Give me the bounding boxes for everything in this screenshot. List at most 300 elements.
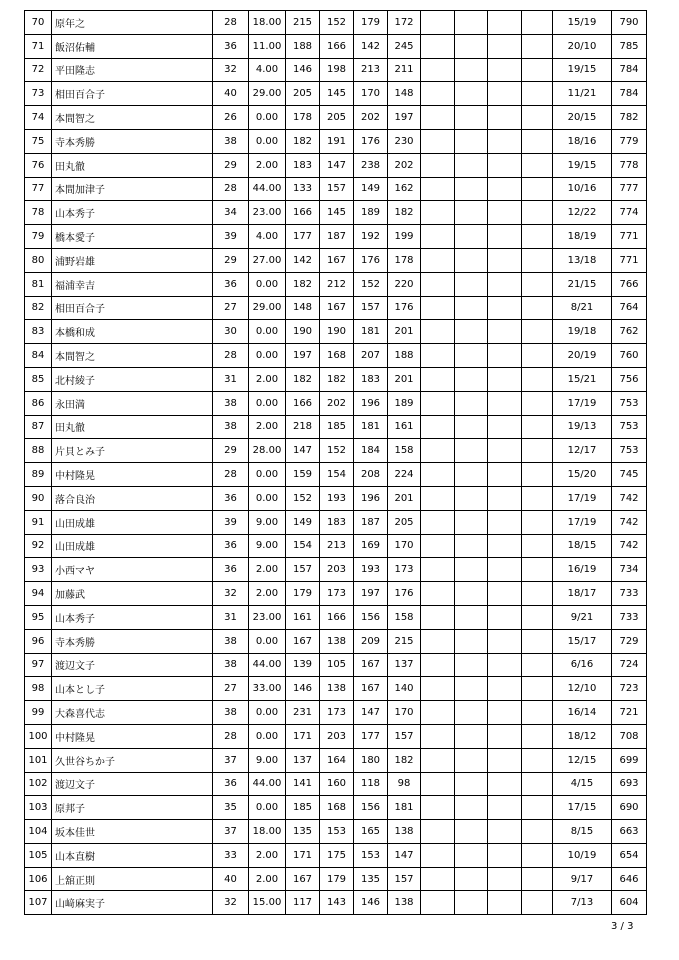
rank-cell: 76 xyxy=(25,153,52,177)
handicap-cell: 44.00 xyxy=(249,772,286,796)
empty-cell xyxy=(522,415,553,439)
rank-cell: 72 xyxy=(25,58,52,82)
game-3-cell: 165 xyxy=(354,820,388,844)
age-cell: 36 xyxy=(213,534,249,558)
empty-cell xyxy=(455,772,488,796)
game-3-cell: 183 xyxy=(354,367,388,391)
name-cell: 橋本愛子 xyxy=(52,225,213,249)
age-cell: 38 xyxy=(213,129,249,153)
empty-cell xyxy=(455,367,488,391)
high-score-cell: 12/17 xyxy=(553,439,612,463)
empty-cell xyxy=(522,11,553,35)
game-2-cell: 145 xyxy=(320,82,354,106)
name-cell: 北村綾子 xyxy=(52,367,213,391)
high-score-cell: 10/16 xyxy=(553,177,612,201)
name-cell: 片貝とみ子 xyxy=(52,439,213,463)
name-cell: 相田百合子 xyxy=(52,296,213,320)
empty-cell xyxy=(421,582,455,606)
empty-cell xyxy=(421,748,455,772)
handicap-cell: 0.00 xyxy=(249,106,286,130)
game-4-cell: 188 xyxy=(388,344,421,368)
table-row xyxy=(25,867,647,891)
game-4-cell: 211 xyxy=(388,58,421,82)
game-4-cell: 158 xyxy=(388,439,421,463)
rank-cell: 74 xyxy=(25,106,52,130)
empty-cell xyxy=(522,106,553,130)
handicap-cell: 11.00 xyxy=(249,34,286,58)
game-2-cell: 138 xyxy=(320,677,354,701)
empty-cell xyxy=(522,248,553,272)
game-3-cell: 189 xyxy=(354,201,388,225)
name-cell: 久世谷ちか子 xyxy=(52,748,213,772)
game-3-cell: 152 xyxy=(354,272,388,296)
game-1-cell: 141 xyxy=(286,772,320,796)
age-cell: 28 xyxy=(213,344,249,368)
game-2-cell: 152 xyxy=(320,11,354,35)
game-4-cell: 170 xyxy=(388,701,421,725)
handicap-cell: 23.00 xyxy=(249,605,286,629)
rank-cell: 105 xyxy=(25,843,52,867)
game-4-cell: 181 xyxy=(388,796,421,820)
rank-cell: 84 xyxy=(25,344,52,368)
empty-cell xyxy=(488,772,522,796)
empty-cell xyxy=(522,367,553,391)
empty-cell xyxy=(522,344,553,368)
empty-cell xyxy=(455,201,488,225)
total-cell: 699 xyxy=(612,748,647,772)
age-cell: 31 xyxy=(213,605,249,629)
age-cell: 40 xyxy=(213,82,249,106)
empty-cell xyxy=(421,225,455,249)
high-score-cell: 8/15 xyxy=(553,820,612,844)
table-row xyxy=(25,320,647,344)
handicap-cell: 44.00 xyxy=(249,177,286,201)
empty-cell xyxy=(488,629,522,653)
empty-cell xyxy=(421,248,455,272)
handicap-cell: 0.00 xyxy=(249,272,286,296)
game-3-cell: 149 xyxy=(354,177,388,201)
total-cell: 654 xyxy=(612,843,647,867)
age-cell: 28 xyxy=(213,177,249,201)
handicap-cell: 2.00 xyxy=(249,415,286,439)
empty-cell xyxy=(522,843,553,867)
rank-cell: 102 xyxy=(25,772,52,796)
empty-cell xyxy=(488,11,522,35)
empty-cell xyxy=(488,201,522,225)
game-3-cell: 193 xyxy=(354,558,388,582)
age-cell: 26 xyxy=(213,106,249,130)
high-score-cell: 8/21 xyxy=(553,296,612,320)
table-row xyxy=(25,653,647,677)
empty-cell xyxy=(488,653,522,677)
handicap-cell: 0.00 xyxy=(249,463,286,487)
name-cell: 中村隆晃 xyxy=(52,724,213,748)
name-cell: 中村隆晃 xyxy=(52,463,213,487)
name-cell: 田丸徹 xyxy=(52,415,213,439)
game-4-cell: 138 xyxy=(388,820,421,844)
total-cell: 774 xyxy=(612,201,647,225)
name-cell: 山田成雄 xyxy=(52,510,213,534)
game-2-cell: 198 xyxy=(320,58,354,82)
empty-cell xyxy=(488,558,522,582)
name-cell: 本間智之 xyxy=(52,106,213,130)
table-row xyxy=(25,415,647,439)
high-score-cell: 18/17 xyxy=(553,582,612,606)
empty-cell xyxy=(455,748,488,772)
game-3-cell: 156 xyxy=(354,796,388,820)
game-4-cell: 201 xyxy=(388,320,421,344)
total-cell: 762 xyxy=(612,320,647,344)
empty-cell xyxy=(455,225,488,249)
total-cell: 790 xyxy=(612,11,647,35)
handicap-cell: 4.00 xyxy=(249,225,286,249)
empty-cell xyxy=(522,391,553,415)
game-2-cell: 190 xyxy=(320,320,354,344)
empty-cell xyxy=(421,391,455,415)
game-2-cell: 187 xyxy=(320,225,354,249)
high-score-cell: 12/15 xyxy=(553,748,612,772)
game-4-cell: 189 xyxy=(388,391,421,415)
empty-cell xyxy=(522,772,553,796)
age-cell: 39 xyxy=(213,510,249,534)
game-2-cell: 143 xyxy=(320,891,354,915)
empty-cell xyxy=(488,867,522,891)
page-number: 3 / 3 xyxy=(611,921,634,932)
game-1-cell: 148 xyxy=(286,296,320,320)
handicap-cell: 15.00 xyxy=(249,891,286,915)
table-row xyxy=(25,225,647,249)
high-score-cell: 18/15 xyxy=(553,534,612,558)
game-3-cell: 177 xyxy=(354,724,388,748)
game-1-cell: 146 xyxy=(286,677,320,701)
empty-cell xyxy=(455,82,488,106)
name-cell: 山田成雄 xyxy=(52,534,213,558)
game-1-cell: 171 xyxy=(286,724,320,748)
high-score-cell: 15/19 xyxy=(553,11,612,35)
game-1-cell: 167 xyxy=(286,629,320,653)
high-score-cell: 15/17 xyxy=(553,629,612,653)
game-1-cell: 177 xyxy=(286,225,320,249)
empty-cell xyxy=(522,82,553,106)
rank-cell: 77 xyxy=(25,177,52,201)
empty-cell xyxy=(522,439,553,463)
empty-cell xyxy=(488,272,522,296)
empty-cell xyxy=(488,367,522,391)
empty-cell xyxy=(421,653,455,677)
total-cell: 729 xyxy=(612,629,647,653)
game-1-cell: 185 xyxy=(286,796,320,820)
empty-cell xyxy=(455,486,488,510)
game-2-cell: 173 xyxy=(320,701,354,725)
empty-cell xyxy=(488,248,522,272)
game-4-cell: 182 xyxy=(388,748,421,772)
rank-cell: 79 xyxy=(25,225,52,249)
game-3-cell: 180 xyxy=(354,748,388,772)
game-1-cell: 179 xyxy=(286,582,320,606)
age-cell: 36 xyxy=(213,272,249,296)
empty-cell xyxy=(421,820,455,844)
game-3-cell: 157 xyxy=(354,296,388,320)
game-1-cell: 139 xyxy=(286,653,320,677)
empty-cell xyxy=(522,701,553,725)
empty-cell xyxy=(455,177,488,201)
empty-cell xyxy=(421,772,455,796)
handicap-cell: 18.00 xyxy=(249,11,286,35)
total-cell: 784 xyxy=(612,58,647,82)
age-cell: 40 xyxy=(213,867,249,891)
empty-cell xyxy=(455,272,488,296)
table-row xyxy=(25,58,647,82)
name-cell: 本橋和成 xyxy=(52,320,213,344)
table-row xyxy=(25,82,647,106)
rank-cell: 106 xyxy=(25,867,52,891)
table-row xyxy=(25,367,647,391)
name-cell: 原邦子 xyxy=(52,796,213,820)
high-score-cell: 21/15 xyxy=(553,272,612,296)
game-3-cell: 118 xyxy=(354,772,388,796)
name-cell: 飯沼佑輔 xyxy=(52,34,213,58)
game-3-cell: 181 xyxy=(354,415,388,439)
game-2-cell: 164 xyxy=(320,748,354,772)
name-cell: 田丸徹 xyxy=(52,153,213,177)
game-3-cell: 146 xyxy=(354,891,388,915)
game-1-cell: 137 xyxy=(286,748,320,772)
handicap-cell: 18.00 xyxy=(249,820,286,844)
rank-cell: 93 xyxy=(25,558,52,582)
name-cell: 上舘正則 xyxy=(52,867,213,891)
empty-cell xyxy=(421,58,455,82)
total-cell: 742 xyxy=(612,510,647,534)
table-row xyxy=(25,463,647,487)
game-1-cell: 146 xyxy=(286,58,320,82)
empty-cell xyxy=(421,320,455,344)
high-score-cell: 18/19 xyxy=(553,225,612,249)
table-row xyxy=(25,772,647,796)
high-score-cell: 20/19 xyxy=(553,344,612,368)
empty-cell xyxy=(455,582,488,606)
table-row xyxy=(25,796,647,820)
empty-cell xyxy=(522,534,553,558)
empty-cell xyxy=(522,677,553,701)
empty-cell xyxy=(522,58,553,82)
empty-cell xyxy=(522,201,553,225)
game-2-cell: 213 xyxy=(320,534,354,558)
game-2-cell: 145 xyxy=(320,201,354,225)
empty-cell xyxy=(455,58,488,82)
empty-cell xyxy=(455,34,488,58)
empty-cell xyxy=(522,177,553,201)
game-4-cell: 215 xyxy=(388,629,421,653)
game-1-cell: 142 xyxy=(286,248,320,272)
game-2-cell: 105 xyxy=(320,653,354,677)
empty-cell xyxy=(455,629,488,653)
game-4-cell: 148 xyxy=(388,82,421,106)
handicap-cell: 4.00 xyxy=(249,58,286,82)
high-score-cell: 9/21 xyxy=(553,605,612,629)
name-cell: 山本秀子 xyxy=(52,201,213,225)
age-cell: 38 xyxy=(213,415,249,439)
name-cell: 大森喜代志 xyxy=(52,701,213,725)
empty-cell xyxy=(421,415,455,439)
empty-cell xyxy=(455,724,488,748)
empty-cell xyxy=(488,677,522,701)
empty-cell xyxy=(488,724,522,748)
empty-cell xyxy=(522,272,553,296)
high-score-cell: 7/13 xyxy=(553,891,612,915)
table-row xyxy=(25,391,647,415)
empty-cell xyxy=(522,724,553,748)
total-cell: 745 xyxy=(612,463,647,487)
table-row xyxy=(25,510,647,534)
table-row xyxy=(25,153,647,177)
high-score-cell: 16/14 xyxy=(553,701,612,725)
empty-cell xyxy=(421,701,455,725)
game-2-cell: 152 xyxy=(320,439,354,463)
total-cell: 742 xyxy=(612,534,647,558)
table-row xyxy=(25,296,647,320)
game-4-cell: 98 xyxy=(388,772,421,796)
empty-cell xyxy=(421,34,455,58)
age-cell: 29 xyxy=(213,248,249,272)
game-1-cell: 167 xyxy=(286,867,320,891)
game-2-cell: 173 xyxy=(320,582,354,606)
name-cell: 落合良治 xyxy=(52,486,213,510)
empty-cell xyxy=(522,129,553,153)
game-2-cell: 182 xyxy=(320,367,354,391)
empty-cell xyxy=(455,320,488,344)
rank-cell: 85 xyxy=(25,367,52,391)
high-score-cell: 4/15 xyxy=(553,772,612,796)
empty-cell xyxy=(421,510,455,534)
rank-cell: 83 xyxy=(25,320,52,344)
empty-cell xyxy=(455,106,488,130)
game-2-cell: 157 xyxy=(320,177,354,201)
age-cell: 36 xyxy=(213,772,249,796)
handicap-cell: 0.00 xyxy=(249,701,286,725)
rank-cell: 96 xyxy=(25,629,52,653)
results-table xyxy=(24,10,647,915)
rank-cell: 88 xyxy=(25,439,52,463)
handicap-cell: 0.00 xyxy=(249,129,286,153)
game-1-cell: 159 xyxy=(286,463,320,487)
high-score-cell: 11/21 xyxy=(553,82,612,106)
game-3-cell: 156 xyxy=(354,605,388,629)
game-1-cell: 231 xyxy=(286,701,320,725)
empty-cell xyxy=(488,701,522,725)
empty-cell xyxy=(455,867,488,891)
empty-cell xyxy=(488,106,522,130)
high-score-cell: 20/15 xyxy=(553,106,612,130)
total-cell: 778 xyxy=(612,153,647,177)
table-row xyxy=(25,582,647,606)
game-2-cell: 183 xyxy=(320,510,354,534)
table-row xyxy=(25,177,647,201)
high-score-cell: 15/21 xyxy=(553,367,612,391)
empty-cell xyxy=(488,605,522,629)
table-row xyxy=(25,106,647,130)
empty-cell xyxy=(522,867,553,891)
empty-cell xyxy=(455,558,488,582)
empty-cell xyxy=(421,677,455,701)
high-score-cell: 18/16 xyxy=(553,129,612,153)
name-cell: 寺本秀勝 xyxy=(52,629,213,653)
total-cell: 646 xyxy=(612,867,647,891)
game-4-cell: 197 xyxy=(388,106,421,130)
high-score-cell: 12/10 xyxy=(553,677,612,701)
game-3-cell: 196 xyxy=(354,486,388,510)
game-4-cell: 202 xyxy=(388,153,421,177)
table-row xyxy=(25,558,647,582)
empty-cell xyxy=(488,82,522,106)
table-row xyxy=(25,344,647,368)
empty-cell xyxy=(421,534,455,558)
high-score-cell: 19/18 xyxy=(553,320,612,344)
empty-cell xyxy=(522,653,553,677)
high-score-cell: 18/12 xyxy=(553,724,612,748)
empty-cell xyxy=(488,129,522,153)
empty-cell xyxy=(421,605,455,629)
game-2-cell: 166 xyxy=(320,34,354,58)
high-score-cell: 13/18 xyxy=(553,248,612,272)
game-4-cell: 140 xyxy=(388,677,421,701)
age-cell: 28 xyxy=(213,11,249,35)
rank-cell: 70 xyxy=(25,11,52,35)
game-3-cell: 135 xyxy=(354,867,388,891)
high-score-cell: 19/13 xyxy=(553,415,612,439)
age-cell: 32 xyxy=(213,58,249,82)
game-1-cell: 152 xyxy=(286,486,320,510)
age-cell: 36 xyxy=(213,558,249,582)
age-cell: 32 xyxy=(213,582,249,606)
empty-cell xyxy=(421,796,455,820)
total-cell: 734 xyxy=(612,558,647,582)
empty-cell xyxy=(522,820,553,844)
empty-cell xyxy=(421,463,455,487)
name-cell: 相田百合子 xyxy=(52,82,213,106)
empty-cell xyxy=(522,320,553,344)
game-3-cell: 197 xyxy=(354,582,388,606)
game-4-cell: 173 xyxy=(388,558,421,582)
name-cell: 平田隆志 xyxy=(52,58,213,82)
empty-cell xyxy=(522,153,553,177)
name-cell: 本間智之 xyxy=(52,344,213,368)
game-3-cell: 167 xyxy=(354,677,388,701)
game-2-cell: 138 xyxy=(320,629,354,653)
game-2-cell: 168 xyxy=(320,796,354,820)
rank-cell: 81 xyxy=(25,272,52,296)
high-score-cell: 9/17 xyxy=(553,867,612,891)
table-row xyxy=(25,891,647,915)
age-cell: 33 xyxy=(213,843,249,867)
game-4-cell: 137 xyxy=(388,653,421,677)
table-row xyxy=(25,701,647,725)
age-cell: 31 xyxy=(213,367,249,391)
empty-cell xyxy=(488,510,522,534)
game-3-cell: 147 xyxy=(354,701,388,725)
name-cell: 原年之 xyxy=(52,11,213,35)
high-score-cell: 17/19 xyxy=(553,391,612,415)
game-1-cell: 147 xyxy=(286,439,320,463)
empty-cell xyxy=(488,58,522,82)
rank-cell: 91 xyxy=(25,510,52,534)
game-2-cell: 175 xyxy=(320,843,354,867)
total-cell: 753 xyxy=(612,391,647,415)
total-cell: 742 xyxy=(612,486,647,510)
table-row xyxy=(25,629,647,653)
rank-cell: 107 xyxy=(25,891,52,915)
empty-cell xyxy=(455,344,488,368)
high-score-cell: 17/15 xyxy=(553,796,612,820)
